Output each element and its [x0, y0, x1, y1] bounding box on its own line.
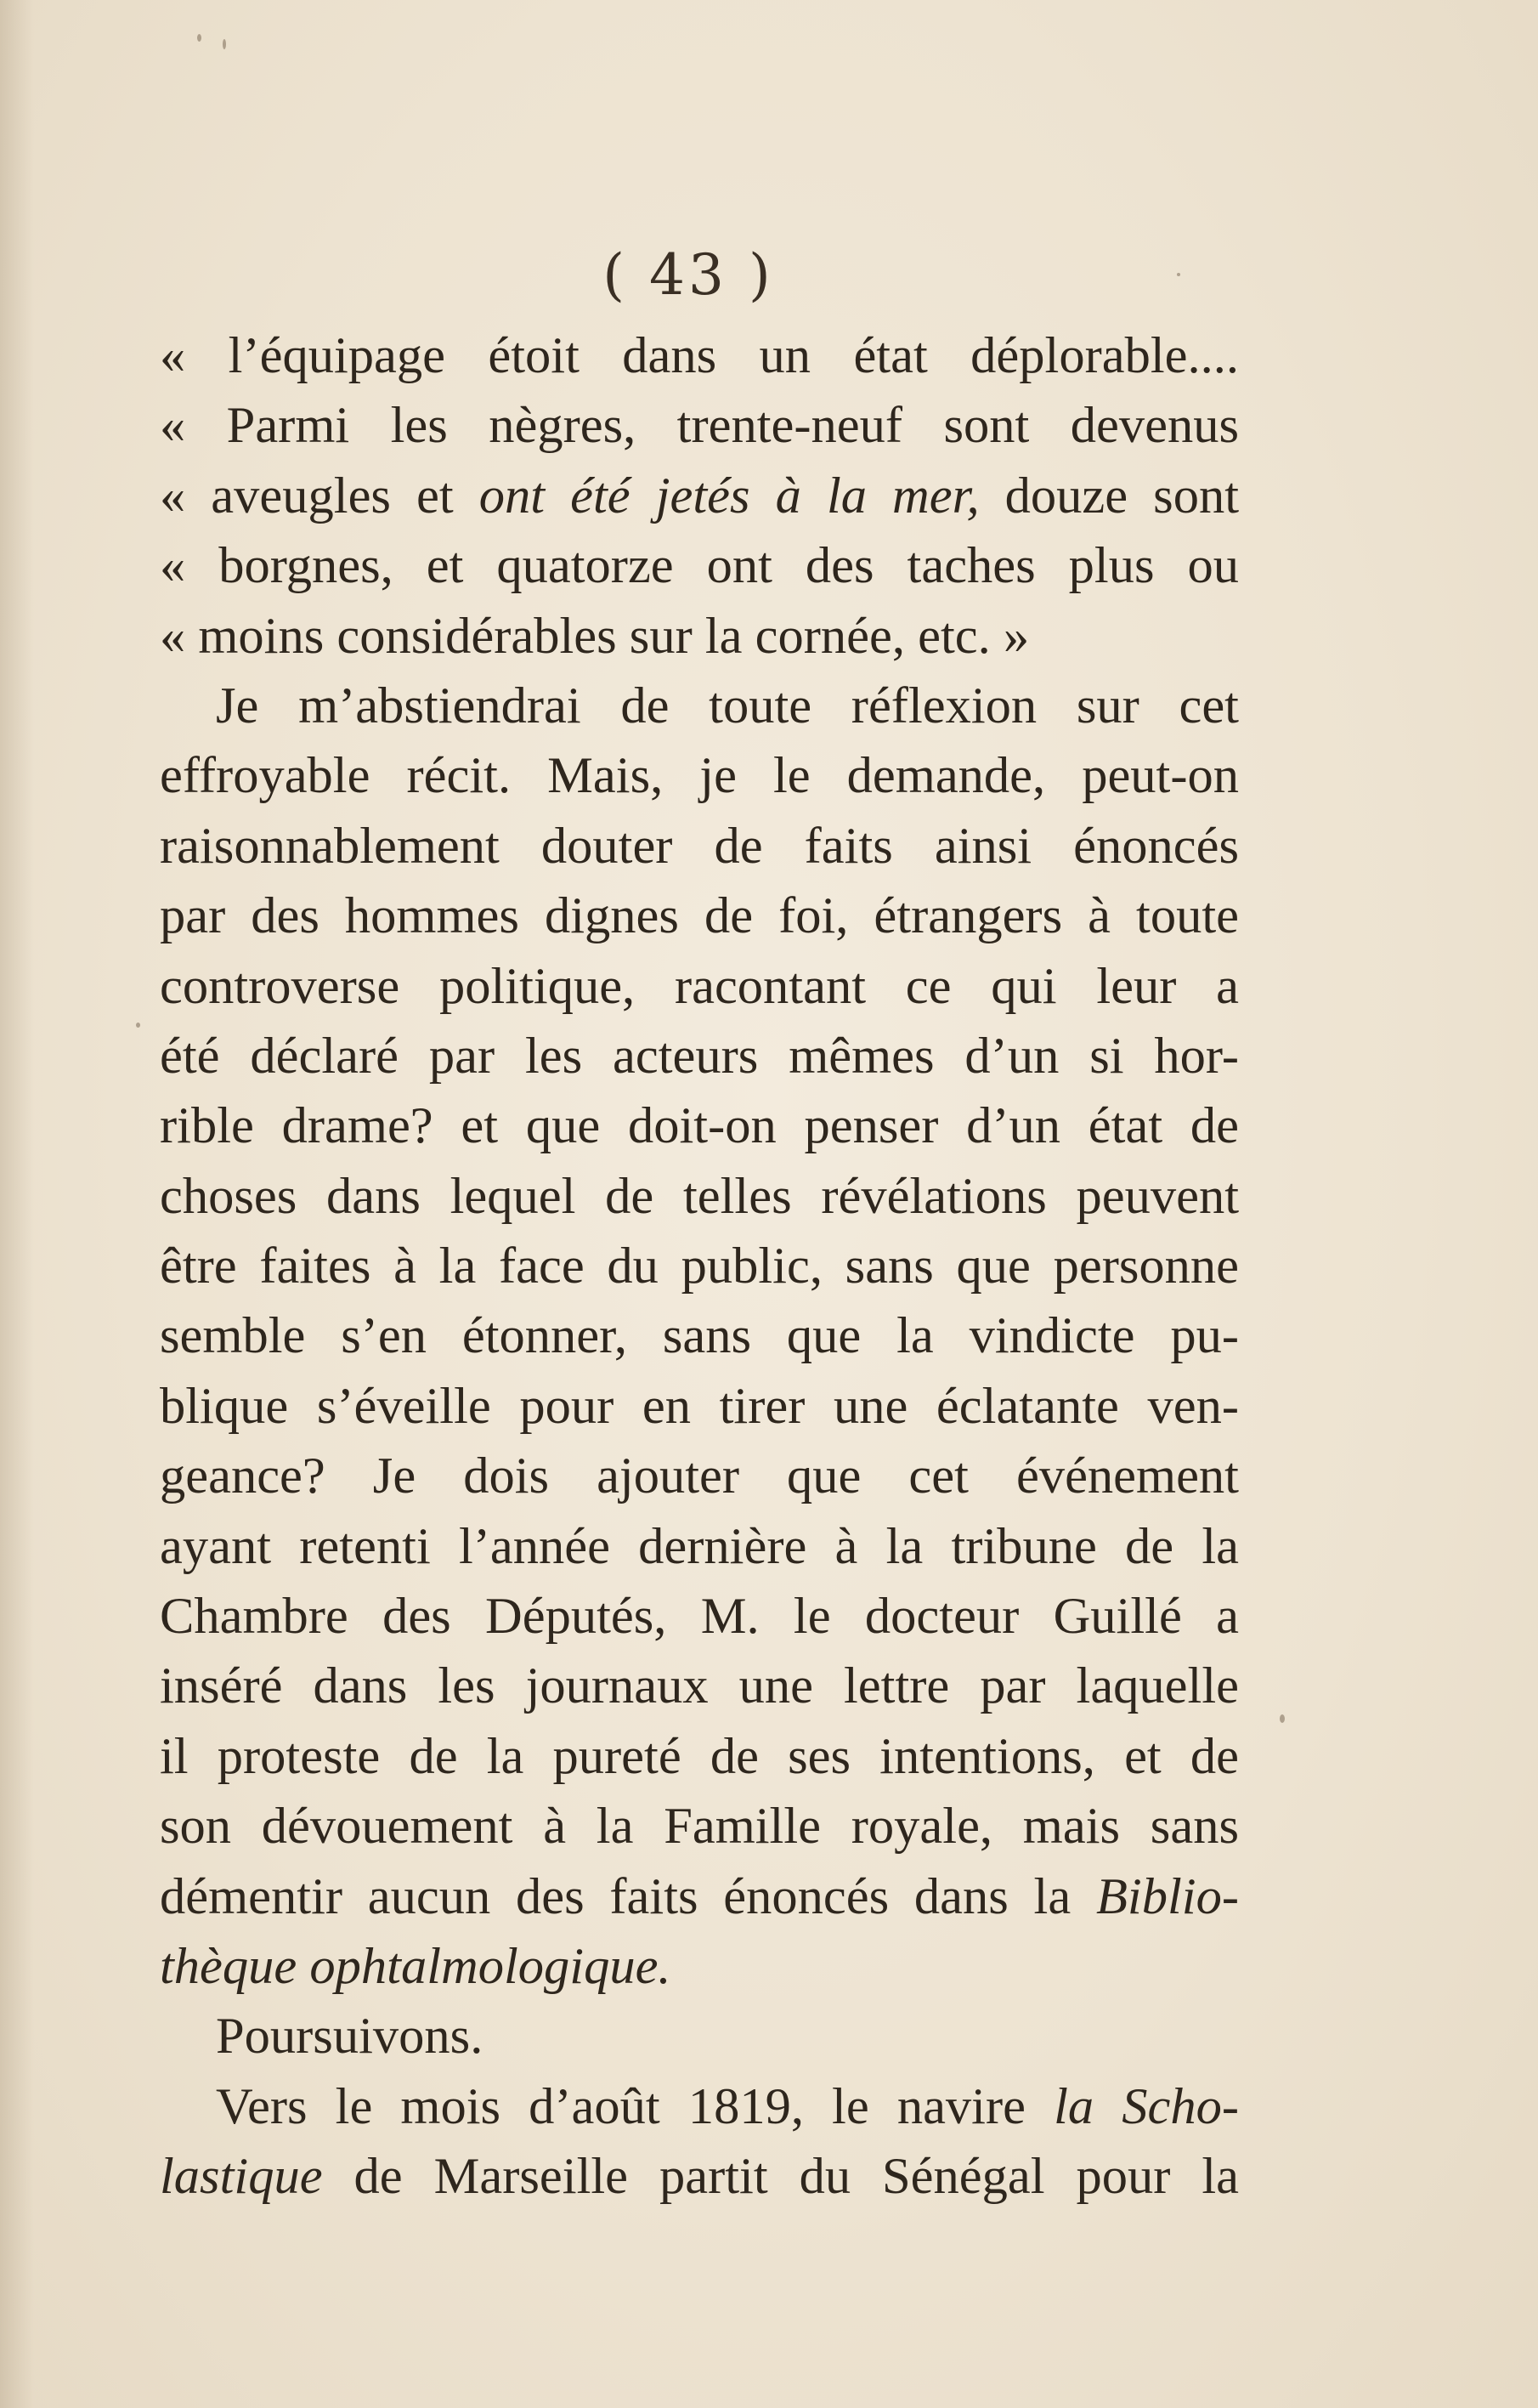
italic-text: ont été jetés à la mer,: [478, 467, 980, 524]
text-line: par des hommes dignes de foi, étrangers à toute: [160, 887, 1239, 945]
text-line: être faites à la face du public, sans que personne: [160, 1238, 1239, 1295]
text-line: « moins considérables sur la cornée, etc. »: [160, 607, 1030, 665]
text-line: [160, 2072, 1239, 2142]
text-line: « borgnes, et quatorze ont des taches plus ou: [160, 537, 1239, 595]
text-line: [160, 2142, 1239, 2212]
text-line: [160, 462, 1239, 531]
paper-speck: [1280, 1714, 1285, 1723]
text-line: Chambre des Députés, M. le docteur Guillé a: [160, 1588, 1239, 1646]
text-line: [160, 1932, 1239, 2002]
text-line: Poursuivons.: [216, 2008, 483, 2065]
text-line: choses dans lequel de telles révélations peuvent: [160, 1167, 1239, 1225]
text-line: rible drame? et que doit-on penser d’un état de: [160, 1097, 1239, 1155]
text-line: controverse politique, racontant ce qui leur a: [160, 957, 1239, 1015]
paper-speck: [1177, 273, 1180, 276]
page-number: ( 43 ): [602, 242, 774, 308]
italic-text: Biblio-: [1095, 1867, 1239, 1925]
text-line: [160, 1862, 1239, 1932]
text-line: ayant retenti l’année dernière à la tribune de la: [160, 1517, 1239, 1575]
paper-speck: [136, 1023, 140, 1028]
text-segment: douze sont: [979, 467, 1240, 524]
text-line: « Parmi les nègres, trente-neuf sont devenus: [160, 397, 1239, 455]
text-line: son dévouement à la Famille royale, mais sans: [160, 1798, 1239, 1856]
text-segment: démentir aucun des faits énoncés dans la: [160, 1867, 1096, 1925]
text-line: blique s’éveille pour en tirer une éclatante ven-: [160, 1377, 1239, 1435]
text-line: Je m’abstiendrai de toute réflexion sur cet: [216, 677, 1239, 734]
text-line: été déclaré par les acteurs mêmes d’un si hor-: [160, 1027, 1239, 1085]
italic-text: lastique: [160, 2148, 323, 2206]
italic-text: thèque ophtalmologique.: [160, 1937, 671, 1995]
text-line: semble s’en étonner, sans que la vindicte pu-: [160, 1307, 1239, 1365]
text-line: « l’équipage étoit dans un état déplorable....: [160, 327, 1239, 384]
text-segment: de Marseille partit du Sénégal pour la: [322, 2148, 1239, 2206]
text-line: il proteste de la pureté de ses intentions, et de: [160, 1727, 1239, 1785]
text-segment: Vers le mois d’août 1819, le navire: [216, 2077, 1055, 2135]
text-line: geance? Je dois ajouter que cet événement: [160, 1448, 1239, 1505]
paper-speck: [197, 34, 201, 42]
text-segment: « aveugles et: [160, 467, 479, 524]
paper-speck: [223, 39, 226, 49]
text-line: inséré dans les journaux une lettre par laquelle: [160, 1657, 1239, 1715]
page-gutter-shadow: [0, 0, 34, 2408]
body-text: [160, 321, 1239, 2213]
text-line: raisonnablement douter de faits ainsi énoncés: [160, 817, 1239, 875]
italic-text: la Scho-: [1054, 2077, 1240, 2135]
text-line: effroyable récit. Mais, je le demande, peut-on: [160, 747, 1239, 805]
